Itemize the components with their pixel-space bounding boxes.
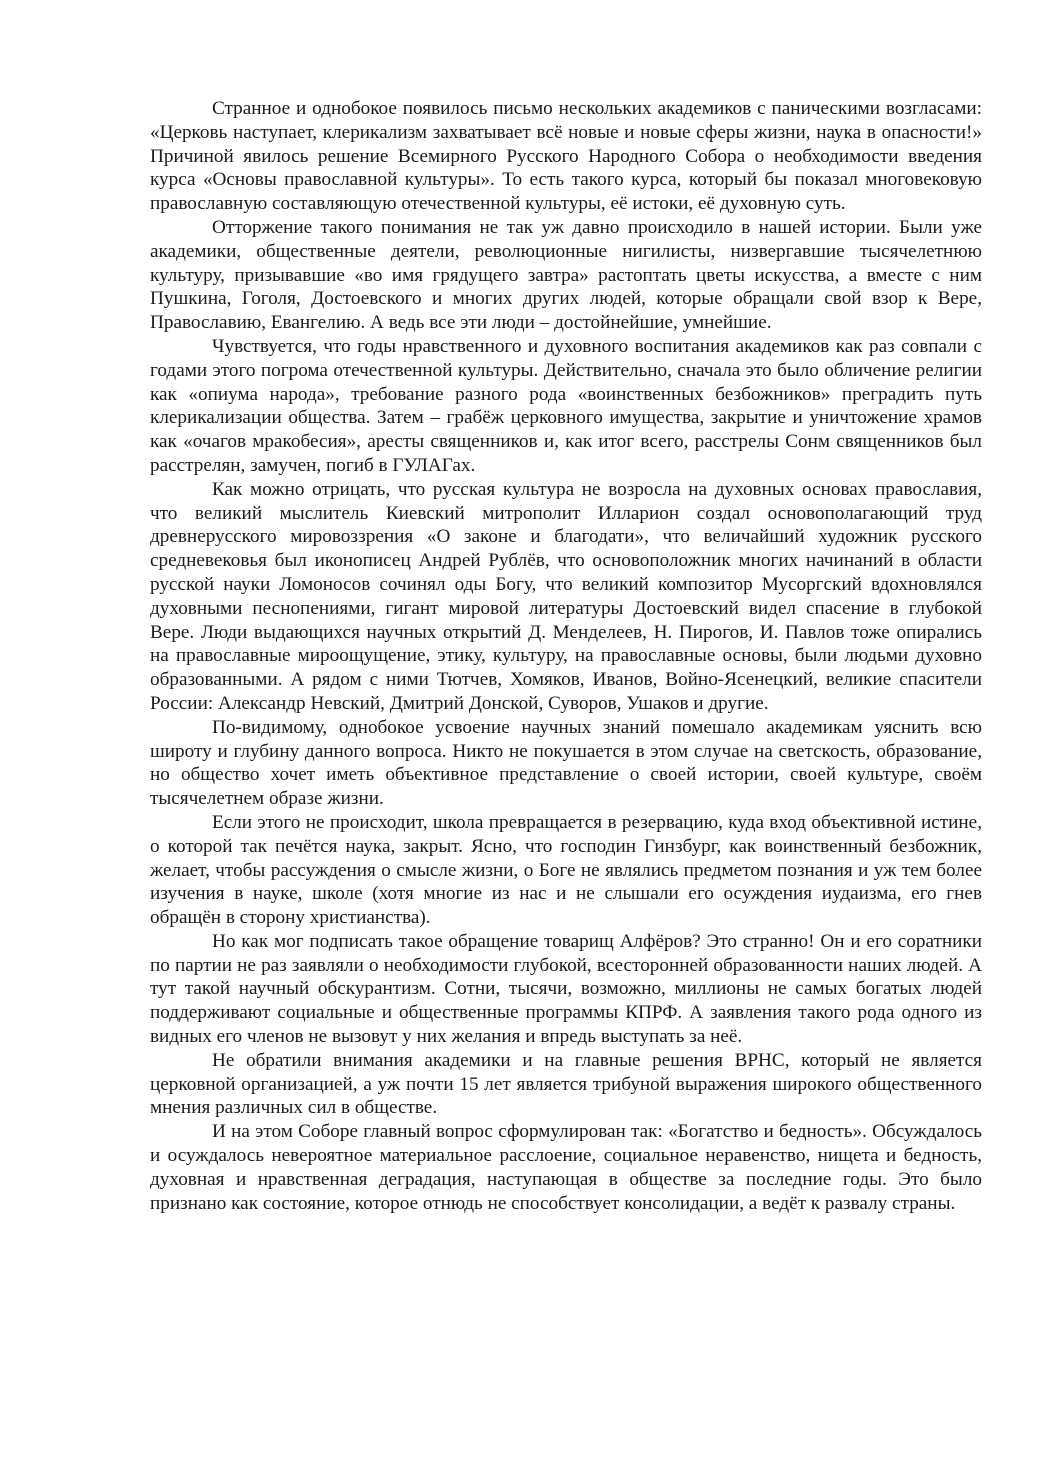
paragraph-5: По-видимому, однобокое усвоение научных знаний помешало академикам уяснить всю широту и глубину данного вопроса. Никто не покушается в этом случае на светскость, образование, но общество хочет иметь объективное представление о своей истории, своей культуре, своём тысячелетнем образе жизни. — [150, 716, 982, 810]
paragraph-1: Странное и однобокое появилось письмо нескольких академиков с паническими возгласами: «Церковь наступает, клерикализм захватывает всё новые и новые сферы жизни, наука в опасности!» Причиной явилось решение Всемирного Русского Народного Собора о необходимости введения курса «Основы православной культуры». То есть такого курса, который бы показал многовековую православную составляющую отечественной культуры, её истоки, её духовную суть. — [150, 98, 982, 215]
paragraph-8: Не обратили внимания академики и на главные решения ВРНС, который не является церковной организацией, а уж почти 15 лет является трибуной выражения широкого общественного мнения различных сил в обществе. — [150, 1049, 982, 1119]
paragraph-4: Как можно отрицать, что русская культура не возросла на духовных основах православия, что великий мыслитель Киевский митрополит Илларион создал основополагающий труд древнерусского мировоззрения «О законе и благодати», что величайший художник русского средневековья был иконописец Андрей Рублёв, что основоположник многих начинаний в области русской науки Ломоносов сочинял оды Богу, что великий композитор Мусоргский вдохновлялся духовными песнопениями, гигант мировой литературы Достоевский видел спасение в глубокой Вере. Люди выдающихся научных открытий Д. Менделеев, Н. Пирогов, И. Павлов тоже опирались на православные мироощущение, этику, культуру, на православные основы, были людьми духовно образованными. А рядом с ними Тютчев, Хомяков, Иванов, Войно-Ясенецкий, великие спасители России: Александр Невский, Дмитрий Донской, Суворов, Ушаков и другие. — [150, 478, 982, 714]
paragraph-2: Отторжение такого понимания не так уж давно происходило в нашей истории. Были уже академики, общественные деятели, революционные нигилисты, низвергавшие тысячелетнюю культуру, призывавшие «во имя грядущего завтра» растоптать цветы искусства, а вместе с ним Пушкина, Гоголя, Достоевского и многих других людей, которые обращали свой взор к Вере, Православию, Евангелию. А ведь все эти люди – достойнейшие, умнейшие. — [150, 216, 982, 334]
document-page — [150, 97, 982, 1215]
paragraph-3: Чувствуется, что годы нравственного и духовного воспитания академиков как раз совпали с годами этого погрома отечественной культуры. Действительно, сначала это было обличение религии как «опиума народа», требование разного рода «воинственных безбожников» преградить путь клерикализации общества. Затем – грабёж церковного имущества, закрытие и уничтожение храмов как «очагов мракобесия», аресты священников и, как итог всего, расстрелы Сонм священников был расстрелян, замучен, погиб в ГУЛАГах. — [150, 335, 982, 476]
paragraph-9: И на этом Соборе главный вопрос сформулирован так: «Богатство и бедность». Обсуждалось и осуждалось невероятное материальное расслоение, социальное неравенство, нищета и бедность, духовная и нравственная деградация, наступающая в обществе за последние годы. Это было признано как состояние, которое отнюдь не способствует консолидации, а ведёт к развалу страны. — [150, 1121, 982, 1214]
paragraph-6: Если этого не происходит, школа превращается в резервацию, куда вход объективной истине, о которой так печётся наука, закрыт. Ясно, что господин Гинзбург, как воинственный безбожник, желает, чтобы рассуждения о смысле жизни, о Боге не являлись предметом познания и уж тем более изучения в науке, школе (хотя многие из нас и не слышали его осуждения иудаизма, его гнев обращён в сторону христианства). — [150, 811, 982, 929]
paragraph-7: Но как мог подписать такое обращение товарищ Алфёров? Это странно! Он и его соратники по партии не раз заявляли о необходимости глубокой, всесторонней образованности наших людей. А тут такой научный обскурантизм. Сотни, тысячи, возможно, миллионы не самых богатых людей поддерживают социальные и общественные программы КПРФ. А заявления такого рода одного из видных его членов не вызовут у них желания и впредь выступать за неё. — [150, 930, 982, 1048]
